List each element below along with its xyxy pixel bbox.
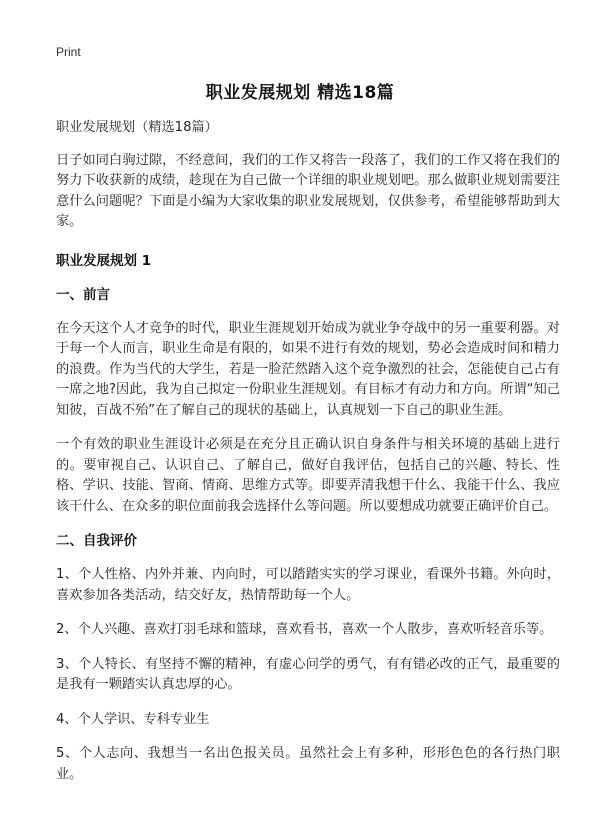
list-item: 1、个人性格、内外并兼、内向时，可以踏踏实实的学习课业，看课外书籍。外向时，喜欢参加各类活动，结交好友，热情帮助每一个人。 bbox=[56, 567, 560, 603]
document-subtitle: 职业发展规划（精选18篇） bbox=[56, 120, 218, 135]
document-body bbox=[56, 118, 560, 799]
heading-self-evaluation: 二、自我评价 bbox=[56, 533, 137, 549]
print-link[interactable]: Print bbox=[56, 45, 81, 59]
list-item: 5、个人志向、我想当一名出色报关员。虽然社会上有多种，形形色色的各行热门职业。 bbox=[56, 746, 560, 782]
preface-paragraph-2: 一个有效的职业生涯设计必须是在充分且正确认识自身条件与相关环境的基础上进行的。要审视自己、认识自己、了解自己，做好自我评估，包括自己的兴趣、特长、性格、学识、技能、智商、情商、思维方式等。即要弄清我想干什么、我能干什么、我应该干什么、在众多的职位面前我会选择什么等问题。所以要想成功就要正确评价自己。 bbox=[56, 437, 560, 514]
list-item: 4、个人学识、专科专业生 bbox=[56, 711, 210, 727]
list-item: 2、个人兴趣、喜欢打羽毛球和篮球，喜欢看书，喜欢一个人散步，喜欢听轻音乐等。 bbox=[56, 622, 553, 637]
heading-preface: 一、前言 bbox=[56, 286, 110, 303]
document-title: 职业发展规划 精选18篇 bbox=[205, 83, 395, 103]
preface-paragraph-1: 在今天这个人才竞争的时代，职业生涯规划开始成为就业争夺战中的另一重要利器。对于每一个人而言，职业生命是有限的，如果不进行有效的规划，势必会造成时间和精力的浪费。作为当代的大学生，若是一脸茫然踏入这个竞争激烈的社会，怎能使自己占有一席之地?因此，我为自己拟定一份职业生涯规划。有目标才有动力和方向。所谓“知己知彼，百战不殆”在了解自己的现状的基础上，认真规划一下自己的职业生涯。 bbox=[56, 320, 560, 418]
list-item: 3、个人特长、有坚持不懈的精神，有虚心问学的勇气，有有错必改的正气，最重要的是我有一颗踏实认真忠厚的心。 bbox=[56, 656, 560, 692]
intro-paragraph: 日子如同白驹过隙，不经意间，我们的工作又将告一段落了，我们的工作又将在我们的努力下收获新的成绩，趁现在为自己做一个详细的职业规划吧。那么做职业规划需要注意什么问题呢？下面是小编为大家收集的职业发展规划，仅供参考，希望能够帮助到大家。 bbox=[56, 152, 560, 229]
section-title: 职业发展规划 1 bbox=[56, 252, 152, 269]
